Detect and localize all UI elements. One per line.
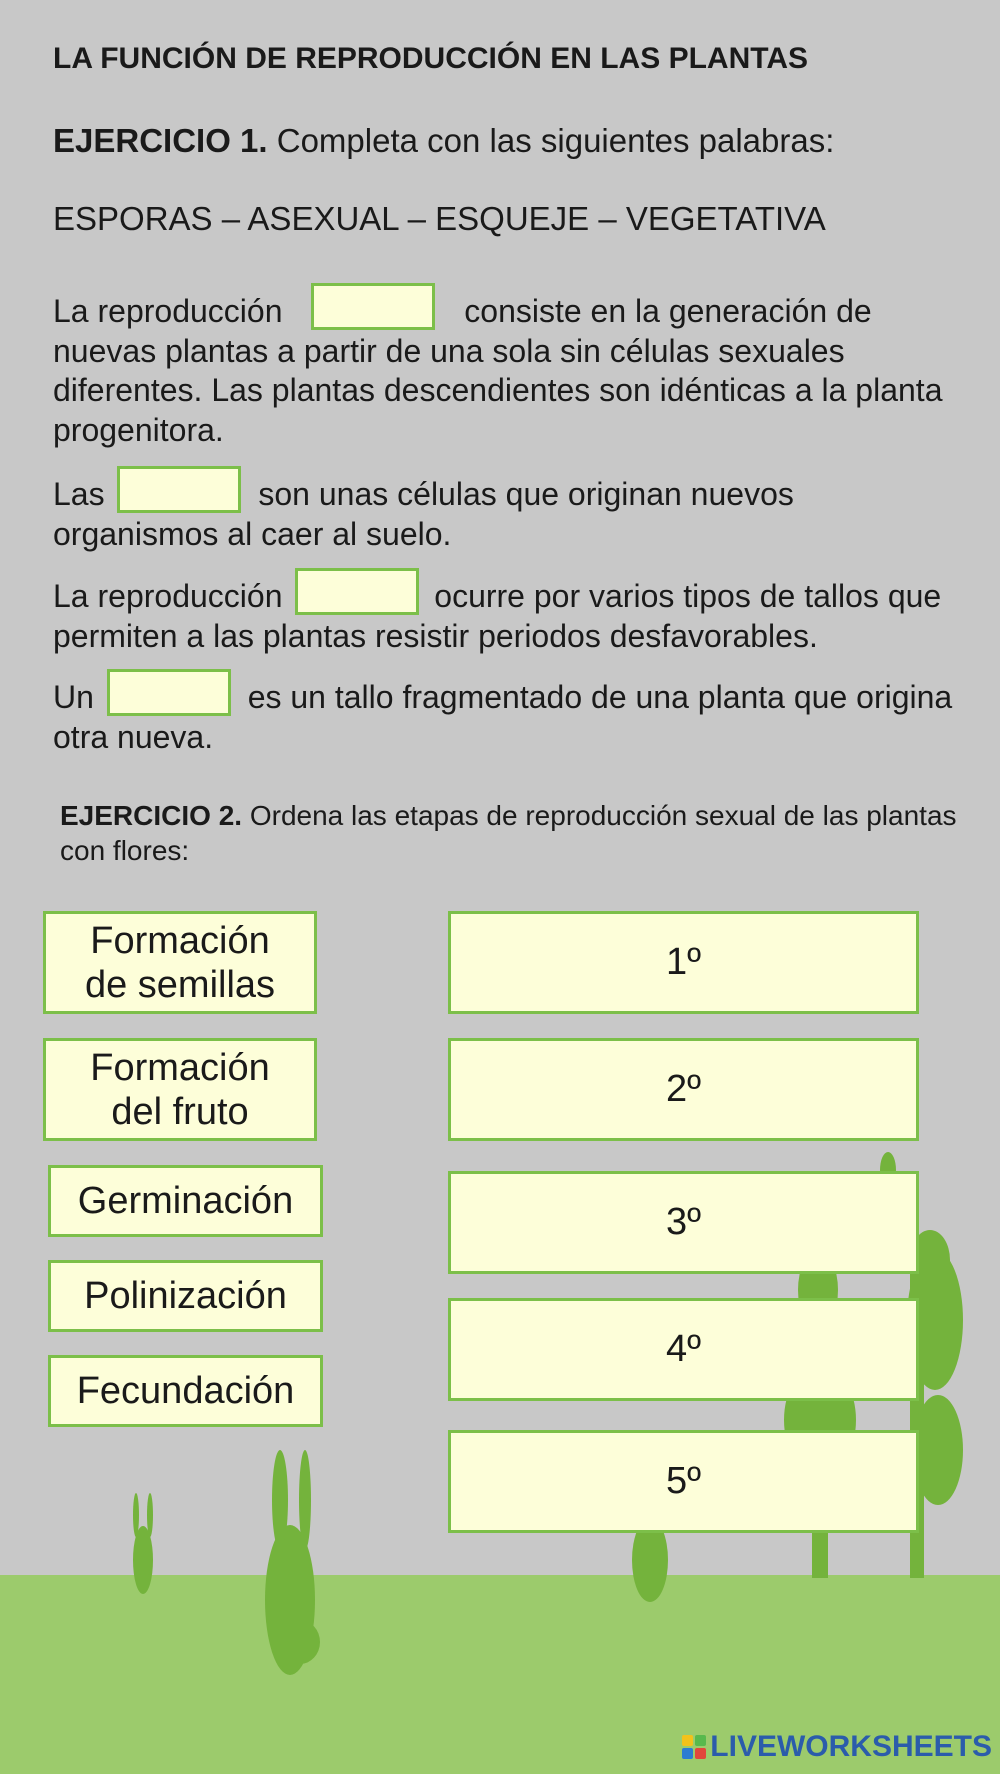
rabbit-silhouette-large [265,1450,320,1675]
sentence-3-before: La reproducción [53,578,283,614]
exercise2-heading [60,798,980,868]
order-slot-4[interactable]: 4º [448,1298,919,1401]
order-slot-2[interactable]: 2º [448,1038,919,1141]
logo-text: LIVEWORKSHEETS [710,1730,992,1763]
exercise1-label: EJERCICIO 1. [53,122,268,159]
stage-card-fecundacion[interactable]: Fecundación [48,1355,323,1427]
order-slot-3[interactable]: 3º [448,1171,919,1274]
answer-box-2[interactable] [117,466,241,513]
answer-box-3[interactable] [295,568,419,615]
order-slot-1[interactable]: 1º [448,911,919,1014]
sentence-1-after: consiste en la generación de nuevas plantas a partir de una sola sin células sexuales diferentes. Las plantas descendientes son idénticas a la planta progenitora. [53,293,943,448]
sentence-4-after: es un tallo fragmentado de una planta que origina otra nueva. [53,679,953,755]
sentence-2-before: Las [53,476,105,512]
exercise1-heading [53,122,834,160]
sentence-3-after: ocurre por varios tipos de tallos que permiten a las plantas resistir periodos desfavorables. [53,578,942,654]
exercise2-label: EJERCICIO 2. [60,800,243,831]
exercise1-instruction: Completa con las siguientes palabras: [276,122,835,159]
sentence-1-before: La reproducción [53,293,283,329]
liveworksheets-logo [682,1730,992,1764]
answer-box-1[interactable] [311,283,435,330]
order-slot-5[interactable]: 5º [448,1430,919,1533]
stage-card-polinizacion[interactable]: Polinización [48,1260,323,1332]
sentence-2-after: son unas células que originan nuevos organismos al caer al suelo. [53,476,794,552]
sentence-2 [53,466,953,554]
rabbit-silhouette-small [133,1493,153,1594]
word-bank: ESPORAS – ASEXUAL – ESQUEJE – VEGETATIVA [53,200,826,237]
stage-card-formacion-semillas[interactable]: Formación de semillas [43,911,317,1014]
stage-card-germinacion[interactable]: Germinación [48,1165,323,1237]
sentence-4-before: Un [53,679,94,715]
stage-card-formacion-fruto[interactable]: Formación del fruto [43,1038,317,1141]
logo-icon [682,1735,706,1759]
sentence-3 [53,568,993,656]
page-title: LA FUNCIÓN DE REPRODUCCIÓN EN LAS PLANTAS [53,42,809,75]
answer-box-4[interactable] [107,669,231,716]
sentence-4 [53,669,953,757]
exercise2-instruction: Ordena las etapas de reproducción sexual de las plantas con flores: [60,800,957,866]
sentence-1 [53,283,953,450]
